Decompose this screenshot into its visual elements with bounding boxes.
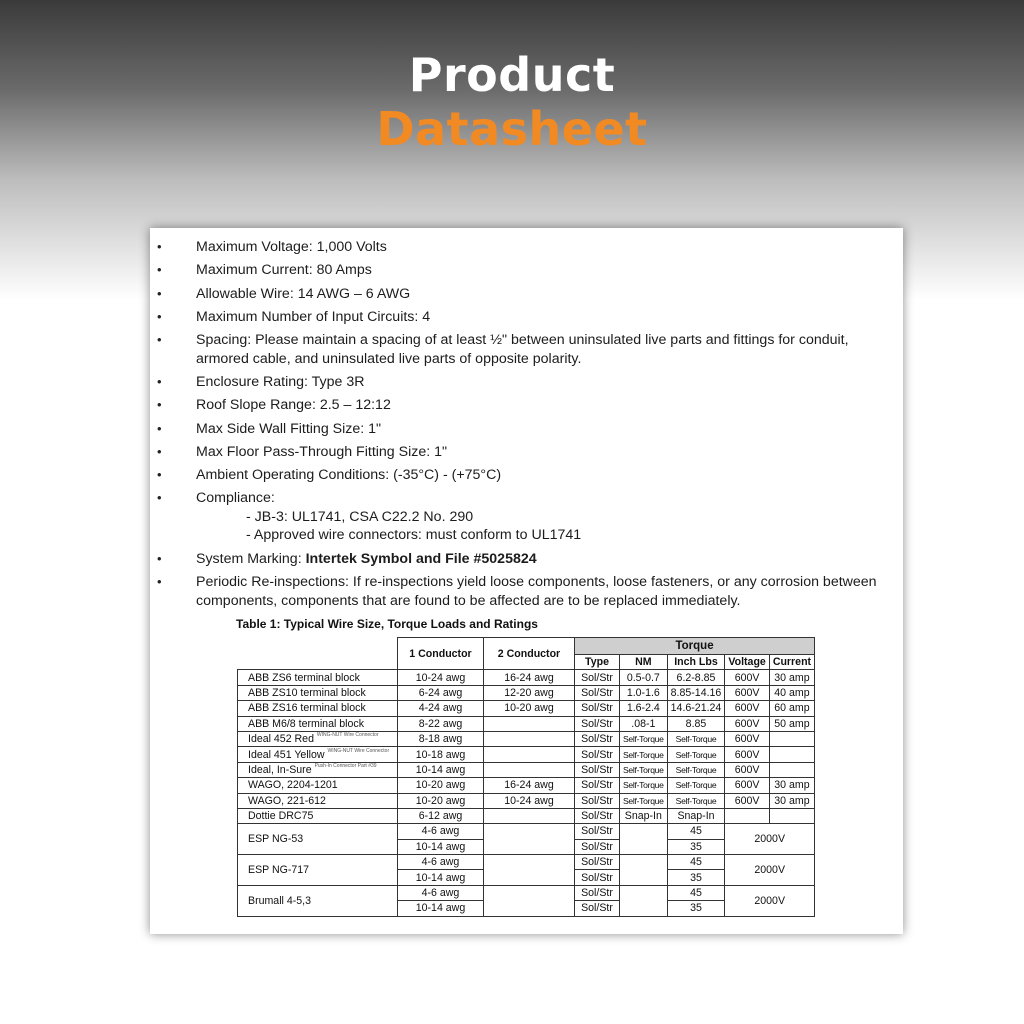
marking-value: Intertek Symbol and File #5025824	[305, 550, 537, 567]
title-line-2: Datasheet	[376, 102, 648, 156]
blank-header-cell	[238, 638, 398, 670]
table-row: Ideal 451 Yellow WING-NUT Wire Connector 10-18 awg Sol/Str Self-Torque Self-Torque 600V	[238, 747, 815, 762]
marking-label: System Marking:	[196, 550, 306, 567]
compliance-sub-item: - Approved wire connectors: must conform to UL1741	[246, 527, 582, 544]
table-row: WAGO, 221-612 10-20 awg 10-24 awg Sol/Str Self-Torque Self-Torque 600V 30 amp	[238, 793, 815, 808]
title-line-1: Product	[408, 48, 616, 102]
datasheet-page	[150, 228, 903, 934]
table-row: ABB ZS16 terminal block 4-24 awg 10-20 awg Sol/Str 1.6-2.4 14.6-21.24 600V 60 amp	[238, 701, 815, 716]
table-row: 10-14 awg Sol/Str 35	[238, 839, 815, 854]
spec-item: • Enclosure Rating: Type 3R	[157, 373, 365, 390]
header-inch-lbs: Inch Lbs	[667, 655, 725, 670]
table-row: 10-14 awg Sol/Str 35	[238, 901, 815, 916]
spec-item: • Maximum Number of Input Circuits: 4	[157, 308, 431, 325]
header-2-conductor: 2 Conductor	[484, 638, 575, 670]
table-row: ABB M6/8 terminal block 8-22 awg Sol/Str .08-1 8.85 600V 50 amp	[238, 716, 815, 731]
spec-item: • Allowable Wire: 14 AWG – 6 AWG	[157, 285, 411, 302]
table-row: ESP NG-53 4-6 awg Sol/Str 45 2000V	[238, 824, 815, 839]
marking-item: • System Marking: Intertek Symbol and File #5025824	[157, 550, 537, 567]
table-row: Dottie DRC75 6-12 awg Sol/Str Snap-In Snap-In	[238, 808, 815, 823]
table-row: Ideal 452 Red WING-NUT Wire Connector 8-18 awg Sol/Str Self-Torque Self-Torque 600V	[238, 731, 815, 746]
spec-item: • Max Floor Pass-Through Fitting Size: 1"	[157, 443, 448, 460]
compliance-item: • Compliance: - JB-3: UL1741, CSA C22.2 No. 290 - Approved wire connectors: must conform to UL1741	[150, 489, 890, 545]
spec-item: • Roof Slope Range: 2.5 – 12:12	[157, 397, 391, 414]
table-row: ABB ZS10 terminal block 6-24 awg 12-20 awg Sol/Str 1.0-1.6 8.85-14.16 600V 40 amp	[238, 685, 815, 700]
table-row: WAGO, 2204-1201 10-20 awg 16-24 awg Sol/Str Self-Torque Self-Torque 600V 30 amp	[238, 778, 815, 793]
wire-torque-table	[237, 637, 815, 917]
table-row: ESP NG-717 4-6 awg Sol/Str 45 2000V	[238, 855, 815, 870]
table-row: ABB ZS6 terminal block 10-24 awg 16-24 awg Sol/Str 0.5-0.7 6.2-8.85 600V 30 amp	[238, 670, 815, 685]
reinspection-item: • Periodic Re-inspections: If re-inspections yield loose components, loose fasteners, or any corrosion between components, components that are found to be affected are to be replaced immediately.	[157, 574, 877, 609]
table-row: 10-14 awg Sol/Str 35	[238, 870, 815, 885]
header-voltage: Voltage	[725, 655, 769, 670]
header-torque: Torque	[575, 638, 815, 655]
compliance-sub-item: - JB-3: UL1741, CSA C22.2 No. 290	[246, 508, 474, 525]
spec-list	[150, 238, 890, 615]
header-current: Current	[769, 655, 814, 670]
spec-item: • Ambient Operating Conditions: (-35°C) - (+75°C)	[157, 467, 502, 484]
header-nm: NM	[620, 655, 668, 670]
header-1-conductor: 1 Conductor	[398, 638, 484, 670]
table-row: Brumall 4-5,3 4-6 awg Sol/Str 45 2000V	[238, 885, 815, 900]
spec-item: • Maximum Voltage: 1,000 Volts	[157, 239, 387, 255]
page-header	[0, 48, 1024, 156]
table-row: Ideal, In-Sure Push-In Connector Part #39 10-14 awg Sol/Str Self-Torque Self-Torque 600V	[238, 762, 815, 777]
spec-item: • Spacing: Please maintain a spacing of at least ½" between uninsulated live parts and fittings for conduit, armored cable, and uninsulated live parts of opposite polarity.	[157, 332, 849, 367]
header-type: Type	[575, 655, 620, 670]
spec-item: • Max Side Wall Fitting Size: 1"	[157, 420, 382, 437]
compliance-label: Compliance:	[196, 490, 275, 507]
table-caption: Table 1: Typical Wire Size, Torque Loads and Ratings	[236, 617, 538, 631]
spec-item: • Maximum Current: 80 Amps	[157, 262, 372, 279]
